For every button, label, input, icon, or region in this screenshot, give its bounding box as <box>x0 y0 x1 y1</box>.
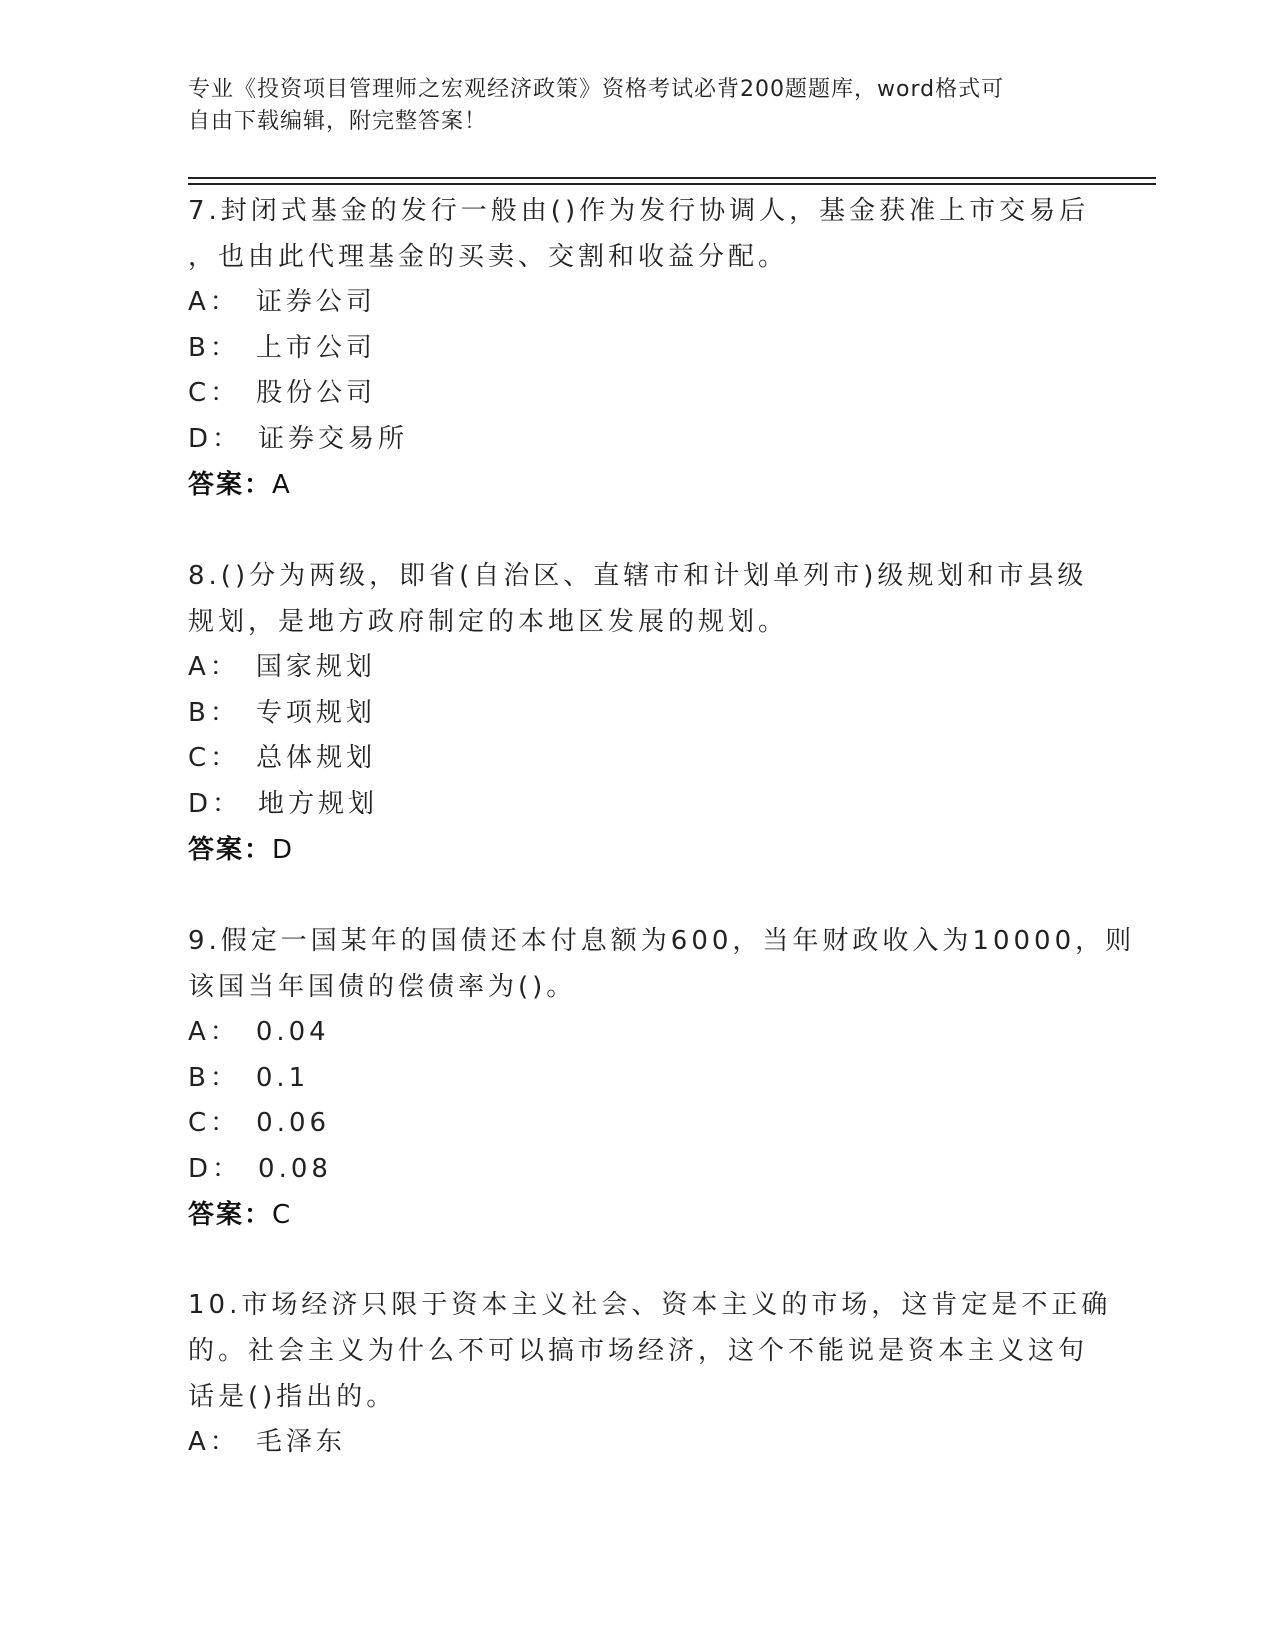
option-key: C <box>188 1108 211 1138</box>
option-text: 地方规划 <box>258 788 379 819</box>
option-text: 0.1 <box>255 1062 310 1093</box>
answer-option: B： 0.1 <box>188 1062 310 1093</box>
question-text: 7.封闭式基金的发行一般由()作为发行协调人，基金获准上市交易后 <box>188 196 1090 226</box>
answer-label: 答案： <box>188 835 273 865</box>
question-text: 8.()分为两级，即省(自治区、直辖市和计划单列市)级规划和市县级 <box>188 561 1088 591</box>
answer-option: C： 总体规划 <box>188 743 377 773</box>
answer-label: 答案： <box>188 470 273 500</box>
answer-line <box>188 462 1068 508</box>
option-text: 专项规划 <box>255 697 376 728</box>
option-key: A <box>188 1427 210 1457</box>
option-key: C <box>188 378 211 408</box>
answer-option: A： 毛泽东 <box>188 1427 346 1457</box>
answer-value: D <box>272 835 295 865</box>
option-key: D <box>188 1153 213 1184</box>
answer-option: D： 地方规划 <box>188 788 379 819</box>
answer-label: 答案： <box>188 1200 273 1230</box>
question-block <box>188 1282 1112 1466</box>
question-text: 规划，是地方政府制定的本地区发展的规划。 <box>188 607 789 637</box>
option-text: 国家规划 <box>255 652 376 682</box>
option-key: B <box>188 697 210 728</box>
answer-option: D： 证券交易所 <box>188 423 409 454</box>
option-text: 毛泽东 <box>255 1427 346 1457</box>
answer-line <box>188 827 1068 873</box>
answer-option: A： 0.04 <box>188 1017 330 1047</box>
header-divider <box>188 177 1156 179</box>
question-text: 10.市场经济只限于资本主义社会、资本主义的市场，这肯定是不正确 <box>188 1290 1112 1320</box>
answer-option: D： 0.08 <box>188 1153 332 1184</box>
option-key: B <box>188 332 210 363</box>
header-divider <box>188 183 1156 185</box>
header-line: 自由下载编辑，附完整答案！ <box>188 109 488 134</box>
answer-option: C： 股份公司 <box>188 378 377 408</box>
answer-option: B： 上市公司 <box>188 332 376 363</box>
question-text: 的。社会主义为什么不可以搞市场经济，这个不能说是资本主义这句 <box>188 1336 1089 1366</box>
option-key: C <box>188 743 211 773</box>
option-text: 证券交易所 <box>258 423 409 454</box>
option-text: 0.04 <box>255 1017 330 1047</box>
answer-value: A <box>272 470 292 500</box>
answer-option: B： 专项规划 <box>188 697 376 728</box>
question-block <box>188 918 1136 1238</box>
answer-option: A： 国家规划 <box>188 652 376 682</box>
option-key: A <box>188 287 210 317</box>
question-text: 9.假定一国某年的国债还本付息额为600，当年财政收入为10000，则 <box>188 926 1136 956</box>
option-key: D <box>188 423 213 454</box>
answer-option: A： 证券公司 <box>188 287 376 317</box>
option-text: 上市公司 <box>255 332 376 363</box>
option-text: 0.08 <box>258 1153 332 1184</box>
question-block <box>188 553 1088 873</box>
answer-value: C <box>272 1200 293 1230</box>
answer-option: C： 0.06 <box>188 1108 331 1138</box>
answer-line <box>188 1192 1068 1238</box>
question-text: 该国当年国债的偿债率为()。 <box>188 972 577 1002</box>
question-block <box>188 188 1090 508</box>
option-text: 总体规划 <box>256 743 377 773</box>
option-text: 股份公司 <box>256 378 377 408</box>
question-text: 话是()指出的。 <box>188 1382 397 1412</box>
document-header <box>188 74 1068 138</box>
option-key: D <box>188 788 213 819</box>
option-text: 证券公司 <box>255 287 376 317</box>
question-text: ，也由此代理基金的买卖、交割和收益分配。 <box>188 242 789 272</box>
option-text: 0.06 <box>256 1108 331 1138</box>
option-key: B <box>188 1062 210 1093</box>
option-key: A <box>188 1017 210 1047</box>
option-key: A <box>188 652 210 682</box>
header-line: 专业《投资项目管理师之宏观经济政策》资格考试必背200题题库，word格式可 <box>188 77 1005 102</box>
